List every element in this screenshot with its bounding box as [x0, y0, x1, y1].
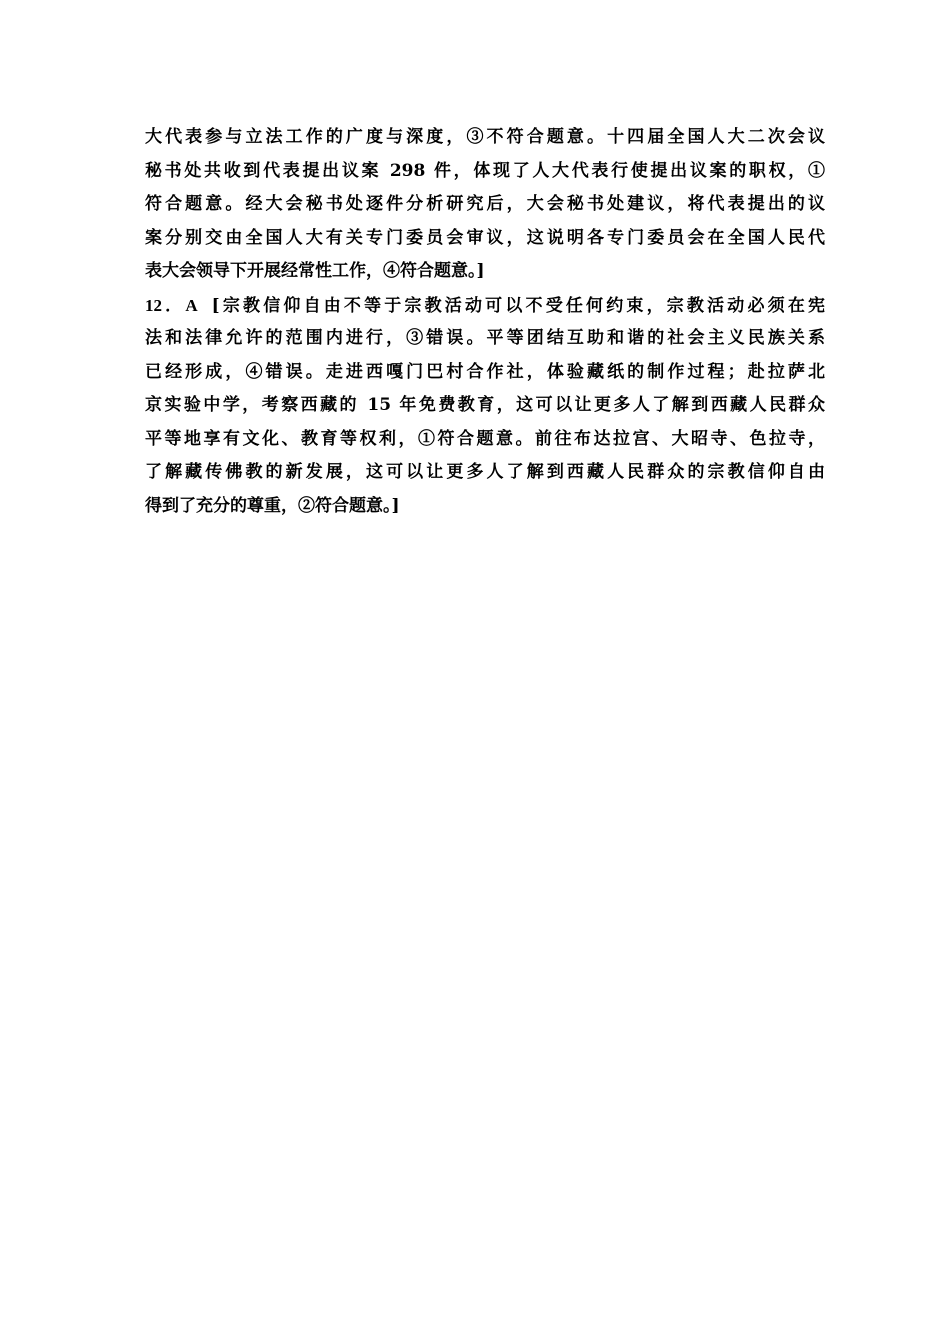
- paragraph-line: 大代表参与立法工作的广度与深度，③不符合题意。十四届全国人大二次会议: [145, 127, 825, 147]
- answer-letter: A: [185, 295, 198, 315]
- document-body: [145, 121, 825, 523]
- question-number: 12．: [145, 295, 186, 315]
- paragraph-line: [宗教信仰自由不等于宗教活动可以不受任何约束，宗教活动必须在宪: [211, 295, 826, 316]
- question-12-explanation: [145, 289, 825, 524]
- paragraph-line: 了解藏传佛教的新发展，这可以让更多人了解到西藏人民群众的宗教信仰自由: [145, 462, 825, 482]
- paragraph-line: 秘书处共收到代表提出议案 298 件，体现了人大代表行使提出议案的职权，①: [145, 160, 825, 181]
- paragraph-line: 表大会领导下开展经常性工作，④符合题意。]: [145, 261, 485, 281]
- question-12-first-line: [145, 289, 825, 323]
- paragraph-line: 得到了充分的尊重，②符合题意。]: [145, 495, 400, 516]
- paragraph-line: 法和法律允许的范围内进行，③错误。平等团结互助和谐的社会主义民族关系: [145, 328, 825, 348]
- paragraph-line: 京实验中学，考察西藏的 15 年免费教育，这可以让更多人了解到西藏人民群众: [145, 395, 825, 415]
- paragraph-line: 案分别交由全国人大有关专门委员会审议，这说明各专门委员会在全国人民代: [145, 227, 825, 248]
- paragraph-line: 平等地享有文化、教育等权利，①符合题意。前往布达拉宫、大昭寺、色拉寺，: [145, 428, 825, 449]
- paragraph-line: 已经形成，④错误。走进西嘎门巴村合作社，体验藏纸的制作过程；赴拉萨北: [145, 361, 825, 382]
- previous-answer-explanation: [145, 121, 825, 289]
- paragraph-line: 符合题意。经大会秘书处逐件分析研究后，大会秘书处建议，将代表提出的议: [145, 194, 825, 214]
